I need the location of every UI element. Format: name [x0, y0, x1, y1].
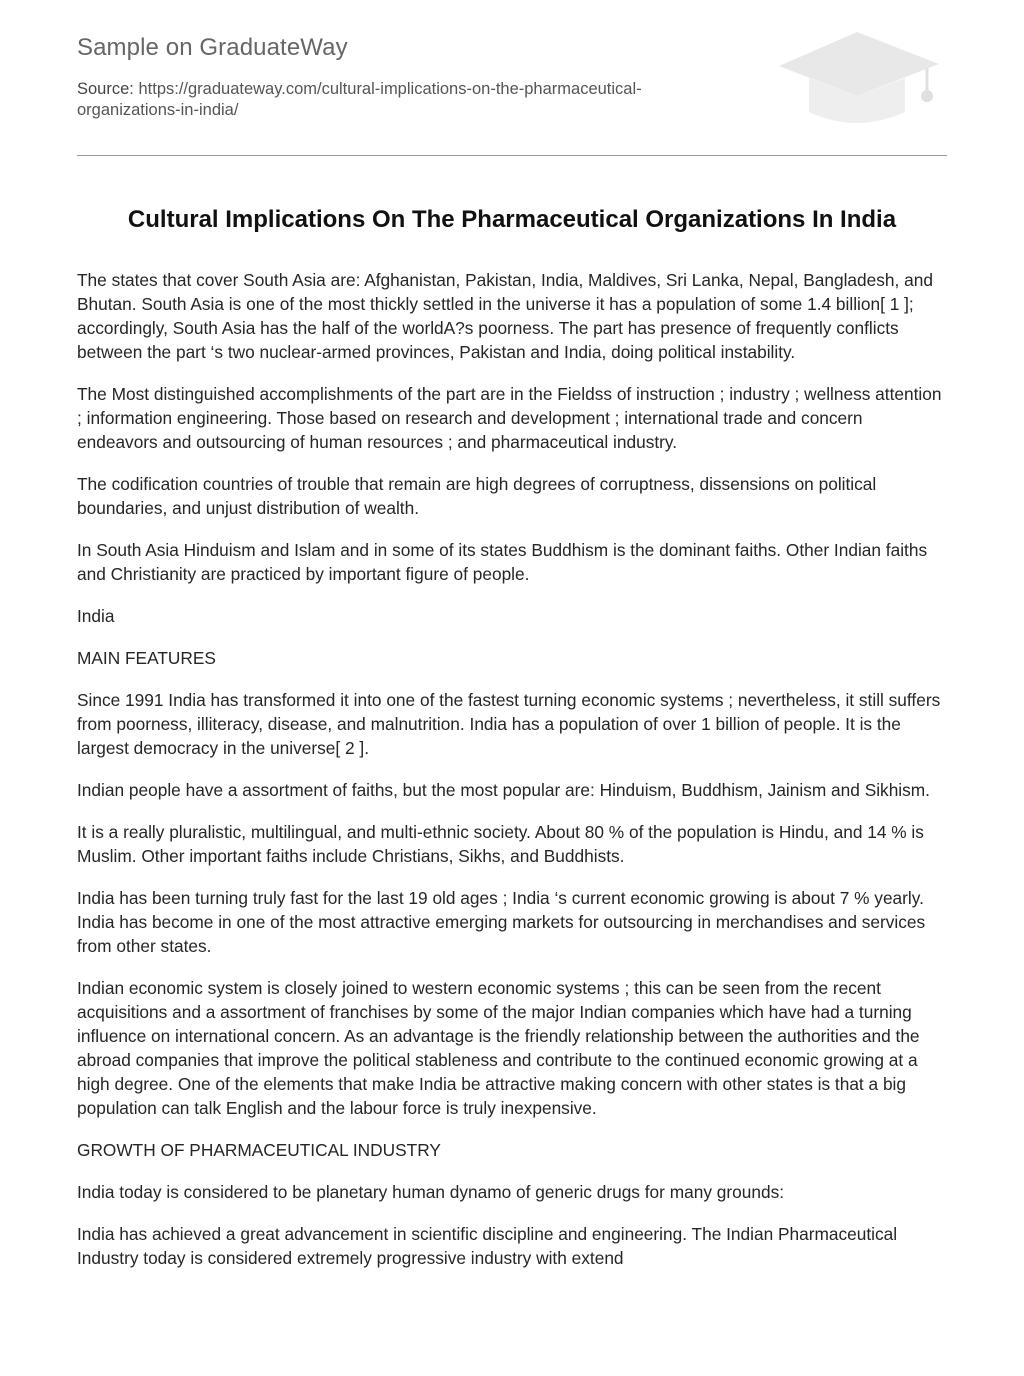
source-link[interactable]: https://graduateway.com/cultural-implications-on-the-pharmaceutical-organizations-in-india/	[77, 80, 642, 119]
paragraph: It is a really pluralistic, multilingual, and multi-ethnic society. About 80 % of the population is Hindu, and 14 % is Muslim. Other important faiths include Christians, Sikhs, and Buddhists.	[77, 822, 924, 866]
paragraph: In South Asia Hinduism and Islam and in some of its states Buddhism is the dominant faiths. Other Indian faiths and Christianity are practiced by important figure of people.	[77, 540, 928, 584]
paragraph: The states that cover South Asia are: Afghanistan, Pakistan, India, Maldives, Sri Lanka, Nepal, Bangladesh, and Bhutan. South Asia is one of the most thickly settled in the universe it has a population of some 1.4 billion[ 1 ]; accordingly, South Asia has the half of the worldA?s poorness. The part has presence of frequently conflicts between the part ‘s two nuclear-armed provinces, Pakistan and India, doing political instability.	[77, 270, 933, 362]
document-title: Cultural Implications On The Pharmaceutical Organizations In India	[127, 206, 897, 233]
page-header	[77, 0, 947, 156]
document-body	[77, 268, 945, 1288]
graduation-cap-icon	[777, 30, 947, 134]
paragraph: Since 1991 India has transformed it into one of the fastest turning economic systems ; nevertheless, it still suffers from poorness, illiteracy, disease, and malnutrition. India has a population of over 1 billion of people. It is the largest democracy in the universe[ 2 ].	[77, 690, 941, 758]
site-title: Sample on GraduateWay	[77, 34, 348, 61]
section-heading-growth: GROWTH OF PHARMACEUTICAL INDUSTRY	[77, 1140, 441, 1160]
section-label-india: India	[77, 606, 115, 626]
source-label: Source:	[77, 80, 134, 98]
paragraph: India today is considered to be planetary human dynamo of generic drugs for many grounds:	[77, 1182, 785, 1202]
paragraph: India has achieved a great advancement in scientific discipline and engineering. The Indian Pharmaceutical Industry today is considered extremely progressive industry with extend	[77, 1224, 898, 1268]
source-line	[77, 79, 737, 121]
paragraph: Indian economic system is closely joined to western economic systems ; this can be seen from the recent acquisitions and a assortment of franchises by some of the major Indian companies which have had a turning influence on international concern. As an advantage is the friendly relationship between the authorities and the abroad companies that improve the political stableness and contribute to the continued economic growing at a high degree. One of the elements that make India be attractive making concern with other states is that a big population can talk English and the labour force is truly inexpensive.	[77, 978, 920, 1118]
paragraph: The Most distinguished accomplishments of the part are in the Fieldss of instruction ; industry ; wellness attention ; information engineering. Those based on research and development ; international trade and concern endeavors and outsourcing of human resources ; and pharmaceutical industry.	[77, 384, 942, 452]
section-heading-main-features: MAIN FEATURES	[77, 648, 216, 668]
paragraph: Indian people have a assortment of faiths, but the most popular are: Hinduism, Buddhism, Jainism and Sikhism.	[77, 780, 930, 800]
paragraph: The codification countries of trouble that remain are high degrees of corruptness, dissensions on political boundaries, and unjust distribution of wealth.	[77, 474, 877, 518]
header-divider	[77, 155, 947, 156]
paragraph: India has been turning truly fast for the last 19 old ages ; India ‘s current economic growing is about 7 % yearly. India has become in one of the most attractive emerging markets for outsourcing in merchandises and services from other states.	[77, 888, 926, 956]
